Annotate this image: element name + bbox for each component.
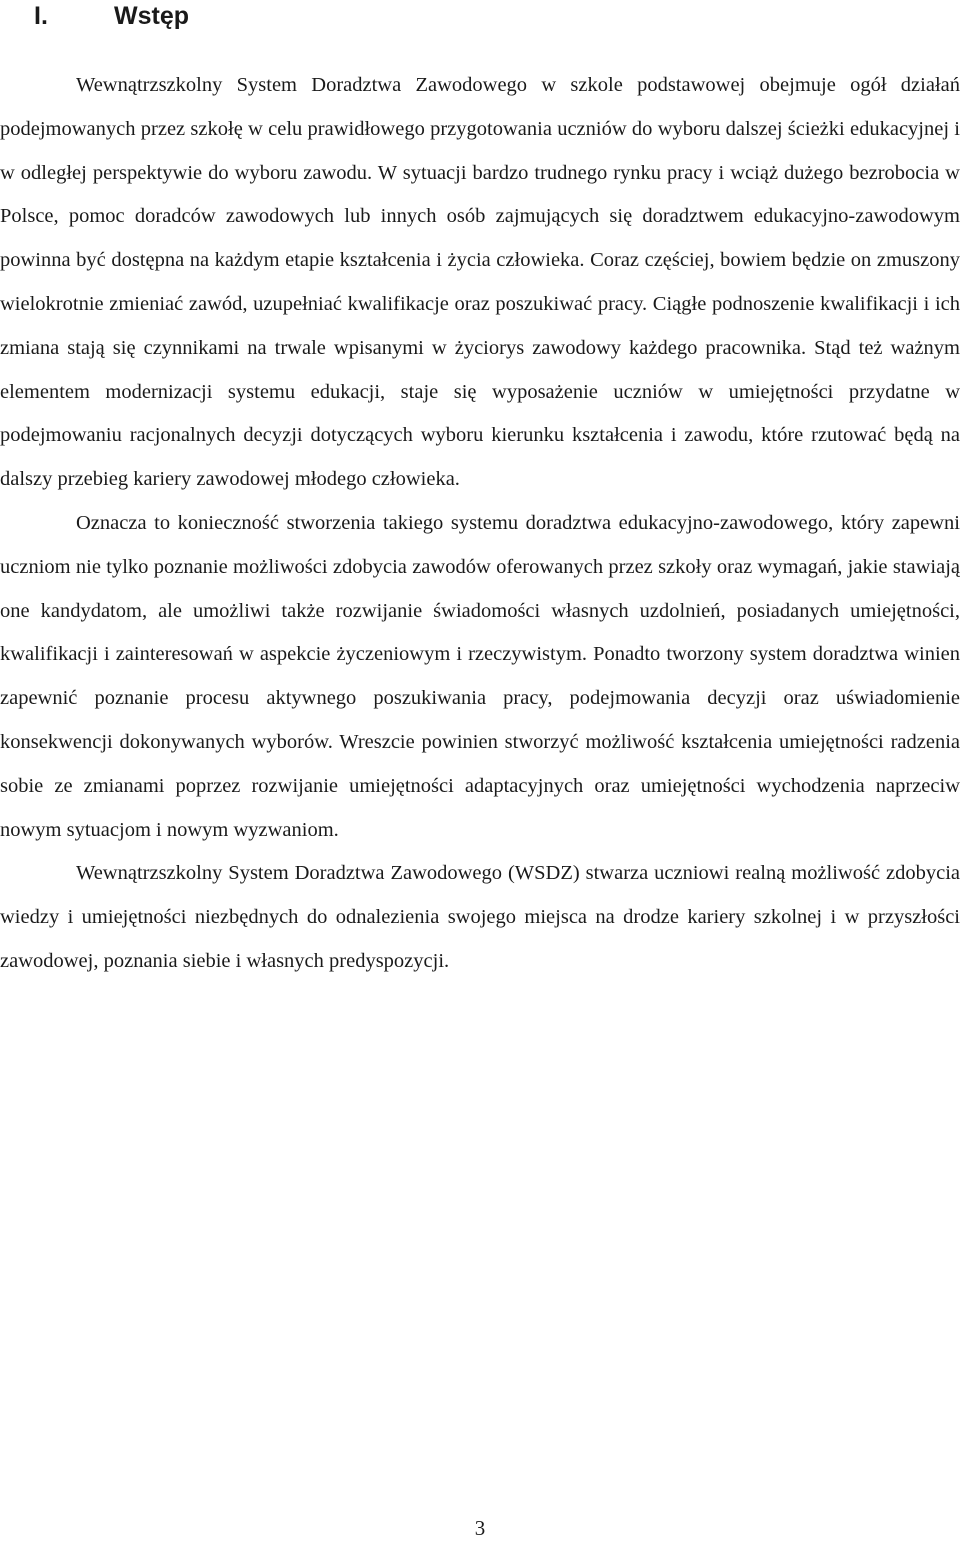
document-body	[0, 64, 960, 984]
section-number: I.	[34, 2, 48, 30]
paragraph-system-goals: Oznacza to konieczność stworzenia takiego systemu doradztwa edukacyjno-zawodowego, który zapewni uczniom nie tylko poznanie możliwości zdobycia zawodów oferowanych przez szkoły oraz wymagań, jakie stawiają one kandydatom, ale umożliwi także rozwijanie świadomości własnych uzdolnień, posiadanych umiejętności, kwalifikacji i zainteresowań w aspekcie życzeniowym i rzeczywistym. Ponadto tworzony system doradztwa winien zapewnić poznanie procesu aktywnego poszukiwania pracy, podejmowania decyzji oraz uświadomienie konsekwencji dokonywanych wyborów. Wreszcie powinien stworzyć możliwość kształcenia umiejętności radzenia sobie ze zmianami poprzez rozwijanie umiejętności adaptacyjnych oraz umiejętności wychodzenia naprzeciw nowym sytuacjom i nowym wyzwaniom.	[0, 511, 960, 841]
paragraph-wsdz: Wewnątrzszkolny System Doradztwa Zawodowego (WSDZ) stwarza uczniowi realną możliwość zdobycia wiedzy i umiejętności niezbędnych do odnalezienia swojego miejsca na drodze kariery szkolnej i w przyszłości zawodowej, poznania siebie i własnych predyspozycji.	[0, 862, 960, 972]
section-heading	[34, 0, 189, 32]
section-title: Wstęp	[114, 2, 189, 30]
page-number: 3	[474, 1516, 486, 1540]
paragraph-intro: Wewnątrzszkolny System Doradztwa Zawodowego w szkole podstawowej obejmuje ogół działań podejmowanych przez szkołę w celu prawidłowego przygotowania uczniów do wyboru dalszej ścieżki edukacyjnej i w odległej perspektywie do wyboru zawodu. W sytuacji bardzo trudnego rynku pracy i wciąż dużego bezrobocia w Polsce, pomoc doradców zawodowych lub innych osób zajmujących się doradztwem edukacyjno-zawodowym powinna być dostępna na każdym etapie kształcenia i życia człowieka. Coraz częściej, bowiem będzie on zmuszony wielokrotnie zmieniać zawód, uzupełniać kwalifikacje oraz poszukiwać pracy. Ciągłe podnoszenie kwalifikacji i ich zmiana stają się czynnikami na trwale wpisanymi w życiorys zawodowy każdego pracownika. Stąd też ważnym elementem modernizacji systemu edukacji, staje się wyposażenie uczniów w umiejętności przydatne w podejmowaniu racjonalnych decyzji dotyczących wyboru kierunku kształcenia i zawodu, które rzutować będą na dalszy przebieg kariery zawodowej młodego człowieka.	[0, 74, 960, 491]
